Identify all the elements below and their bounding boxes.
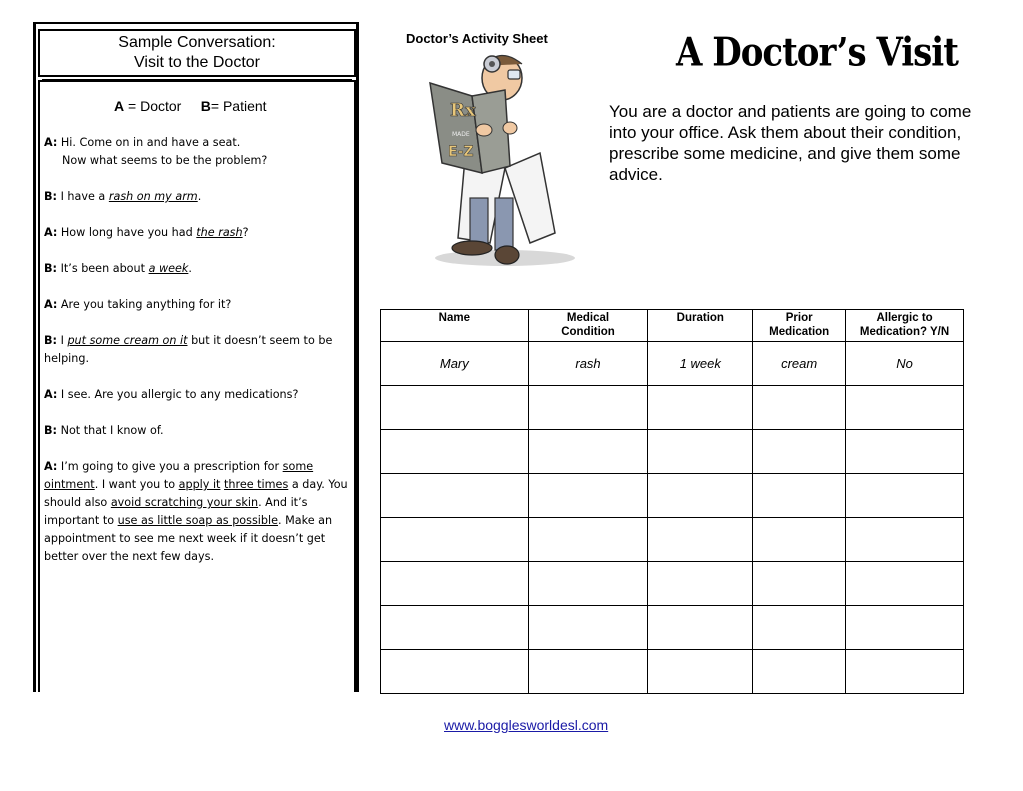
book-made-label: MADE	[452, 131, 470, 138]
table-header-row	[381, 310, 964, 342]
book-rx-label: Rx	[450, 100, 476, 121]
conversation-title-line1: Sample Conversation:	[118, 34, 276, 51]
activity-sheet-title: Doctor’s Activity Sheet	[406, 31, 548, 46]
cell-medication: cream	[753, 342, 846, 386]
dialogue-line-5: A: Are you taking anything for it?	[44, 298, 232, 311]
header-medical-condition: Medical Condition	[528, 310, 648, 342]
table-row	[381, 342, 964, 386]
table-row	[381, 650, 964, 694]
table-row	[381, 518, 964, 562]
cell-condition: rash	[528, 342, 648, 386]
patient-record-table	[380, 309, 964, 694]
dialogue-line-3: A: How long have you had the rash?	[44, 226, 249, 239]
footer-link[interactable]: www.bogglesworldesl.com	[444, 717, 609, 733]
book-ez-label: E-Z	[448, 144, 474, 160]
table-row	[381, 430, 964, 474]
header-prior-medication: Prior Medication	[753, 310, 846, 342]
dialogue-line-6: B: I put some cream on it but it doesn’t seem to be helping.	[44, 334, 333, 365]
header-allergic: Allergic to Medication? Y/N	[846, 310, 964, 342]
header-duration: Duration	[648, 310, 753, 342]
doctor-reading-book-illustration	[410, 48, 580, 273]
role-legend: A = Doctor B= Patient	[114, 98, 267, 114]
table-row	[381, 562, 964, 606]
dialogue-line-1: A: Hi. Come on in and have a seat. Now what seems to be the problem?	[44, 136, 268, 167]
dialogue-line-8: B: Not that I know of.	[44, 424, 164, 437]
dialogue-line-2: B: I have a rash on my arm.	[44, 190, 202, 203]
conversation-title-line2: Visit to the Doctor	[134, 54, 260, 71]
page-title: A Doctor’s Visit	[676, 30, 958, 76]
dialogue-line-4: B: It’s been about a week.	[44, 262, 192, 275]
header-name: Name	[381, 310, 529, 342]
table-row	[381, 606, 964, 650]
table-row	[381, 474, 964, 518]
table-row	[381, 386, 964, 430]
cell-name: Mary	[381, 342, 529, 386]
intro-text: You are a doctor and patients are going to come into your office. Ask them about their condition, prescribe some medicine, and give them some advice.	[609, 102, 972, 184]
dialogue-line-7: A: I see. Are you allergic to any medications?	[44, 388, 299, 401]
cell-duration: 1 week	[648, 342, 753, 386]
cell-allergic: No	[846, 342, 964, 386]
dialogue-line-9: A: I’m going to give you a prescription for some ointment. I want you to apply it three times a day. You should also avoid scratching your skin. And it’s important to use as little soap as possible. Make an appointment to see me next week if it doesn’t get better over the next few days.	[44, 460, 348, 563]
conversation-title-box	[38, 29, 356, 77]
